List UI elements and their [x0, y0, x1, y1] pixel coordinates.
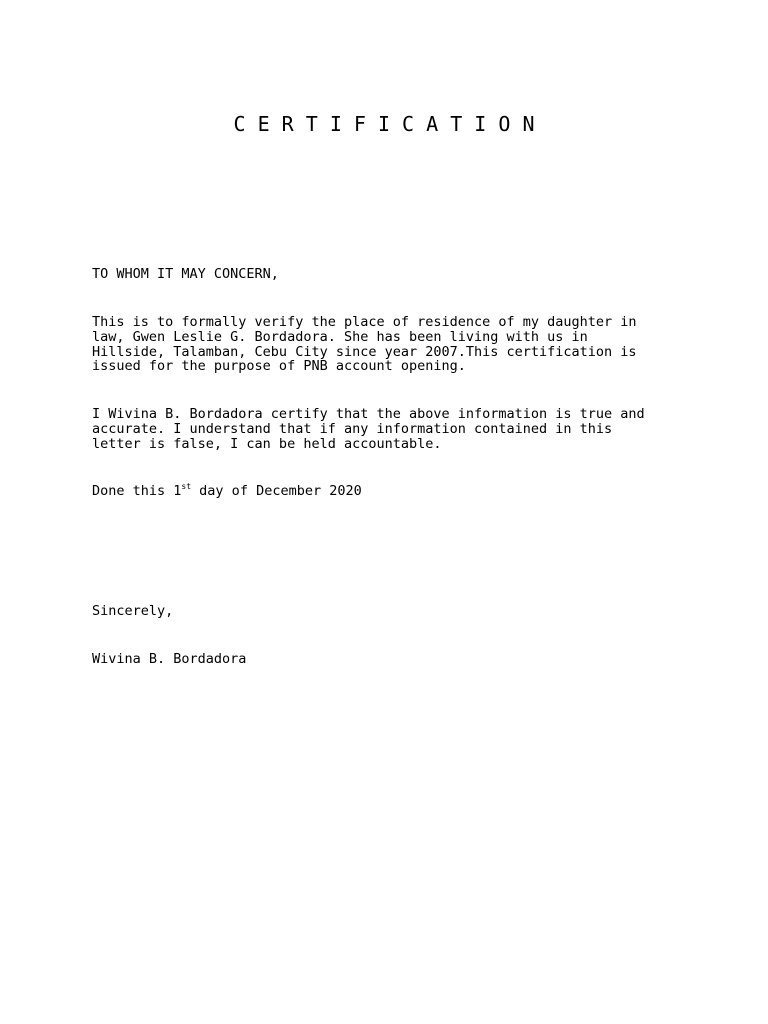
- date-line-suffix: day of December 2020: [191, 483, 362, 499]
- date-line-ordinal: st: [181, 482, 192, 491]
- salutation: TO WHOM IT MAY CONCERN,: [92, 266, 279, 282]
- body-paragraph-1: This is to formally verify the place of residence of my daughter in law, Gwen Leslie G. Bordadora. She has been living with us in Hillside, Talamban, Cebu City since year 2007.This certification is issued for the purpose of PNB account opening.: [92, 314, 637, 375]
- document-title: C E R T I F I C A T I O N: [233, 112, 535, 136]
- date-line-prefix: Done this 1: [92, 483, 182, 499]
- body-paragraph-2: I Wivina B. Bordadora certify that the above information is true and accurate. I understand that if any information contained in this letter is false, I can be held accountable.: [92, 406, 645, 452]
- date-line: [92, 484, 712, 499]
- signatory-name: Wivina B. Bordadora: [92, 651, 247, 667]
- closing: Sincerely,: [92, 603, 174, 619]
